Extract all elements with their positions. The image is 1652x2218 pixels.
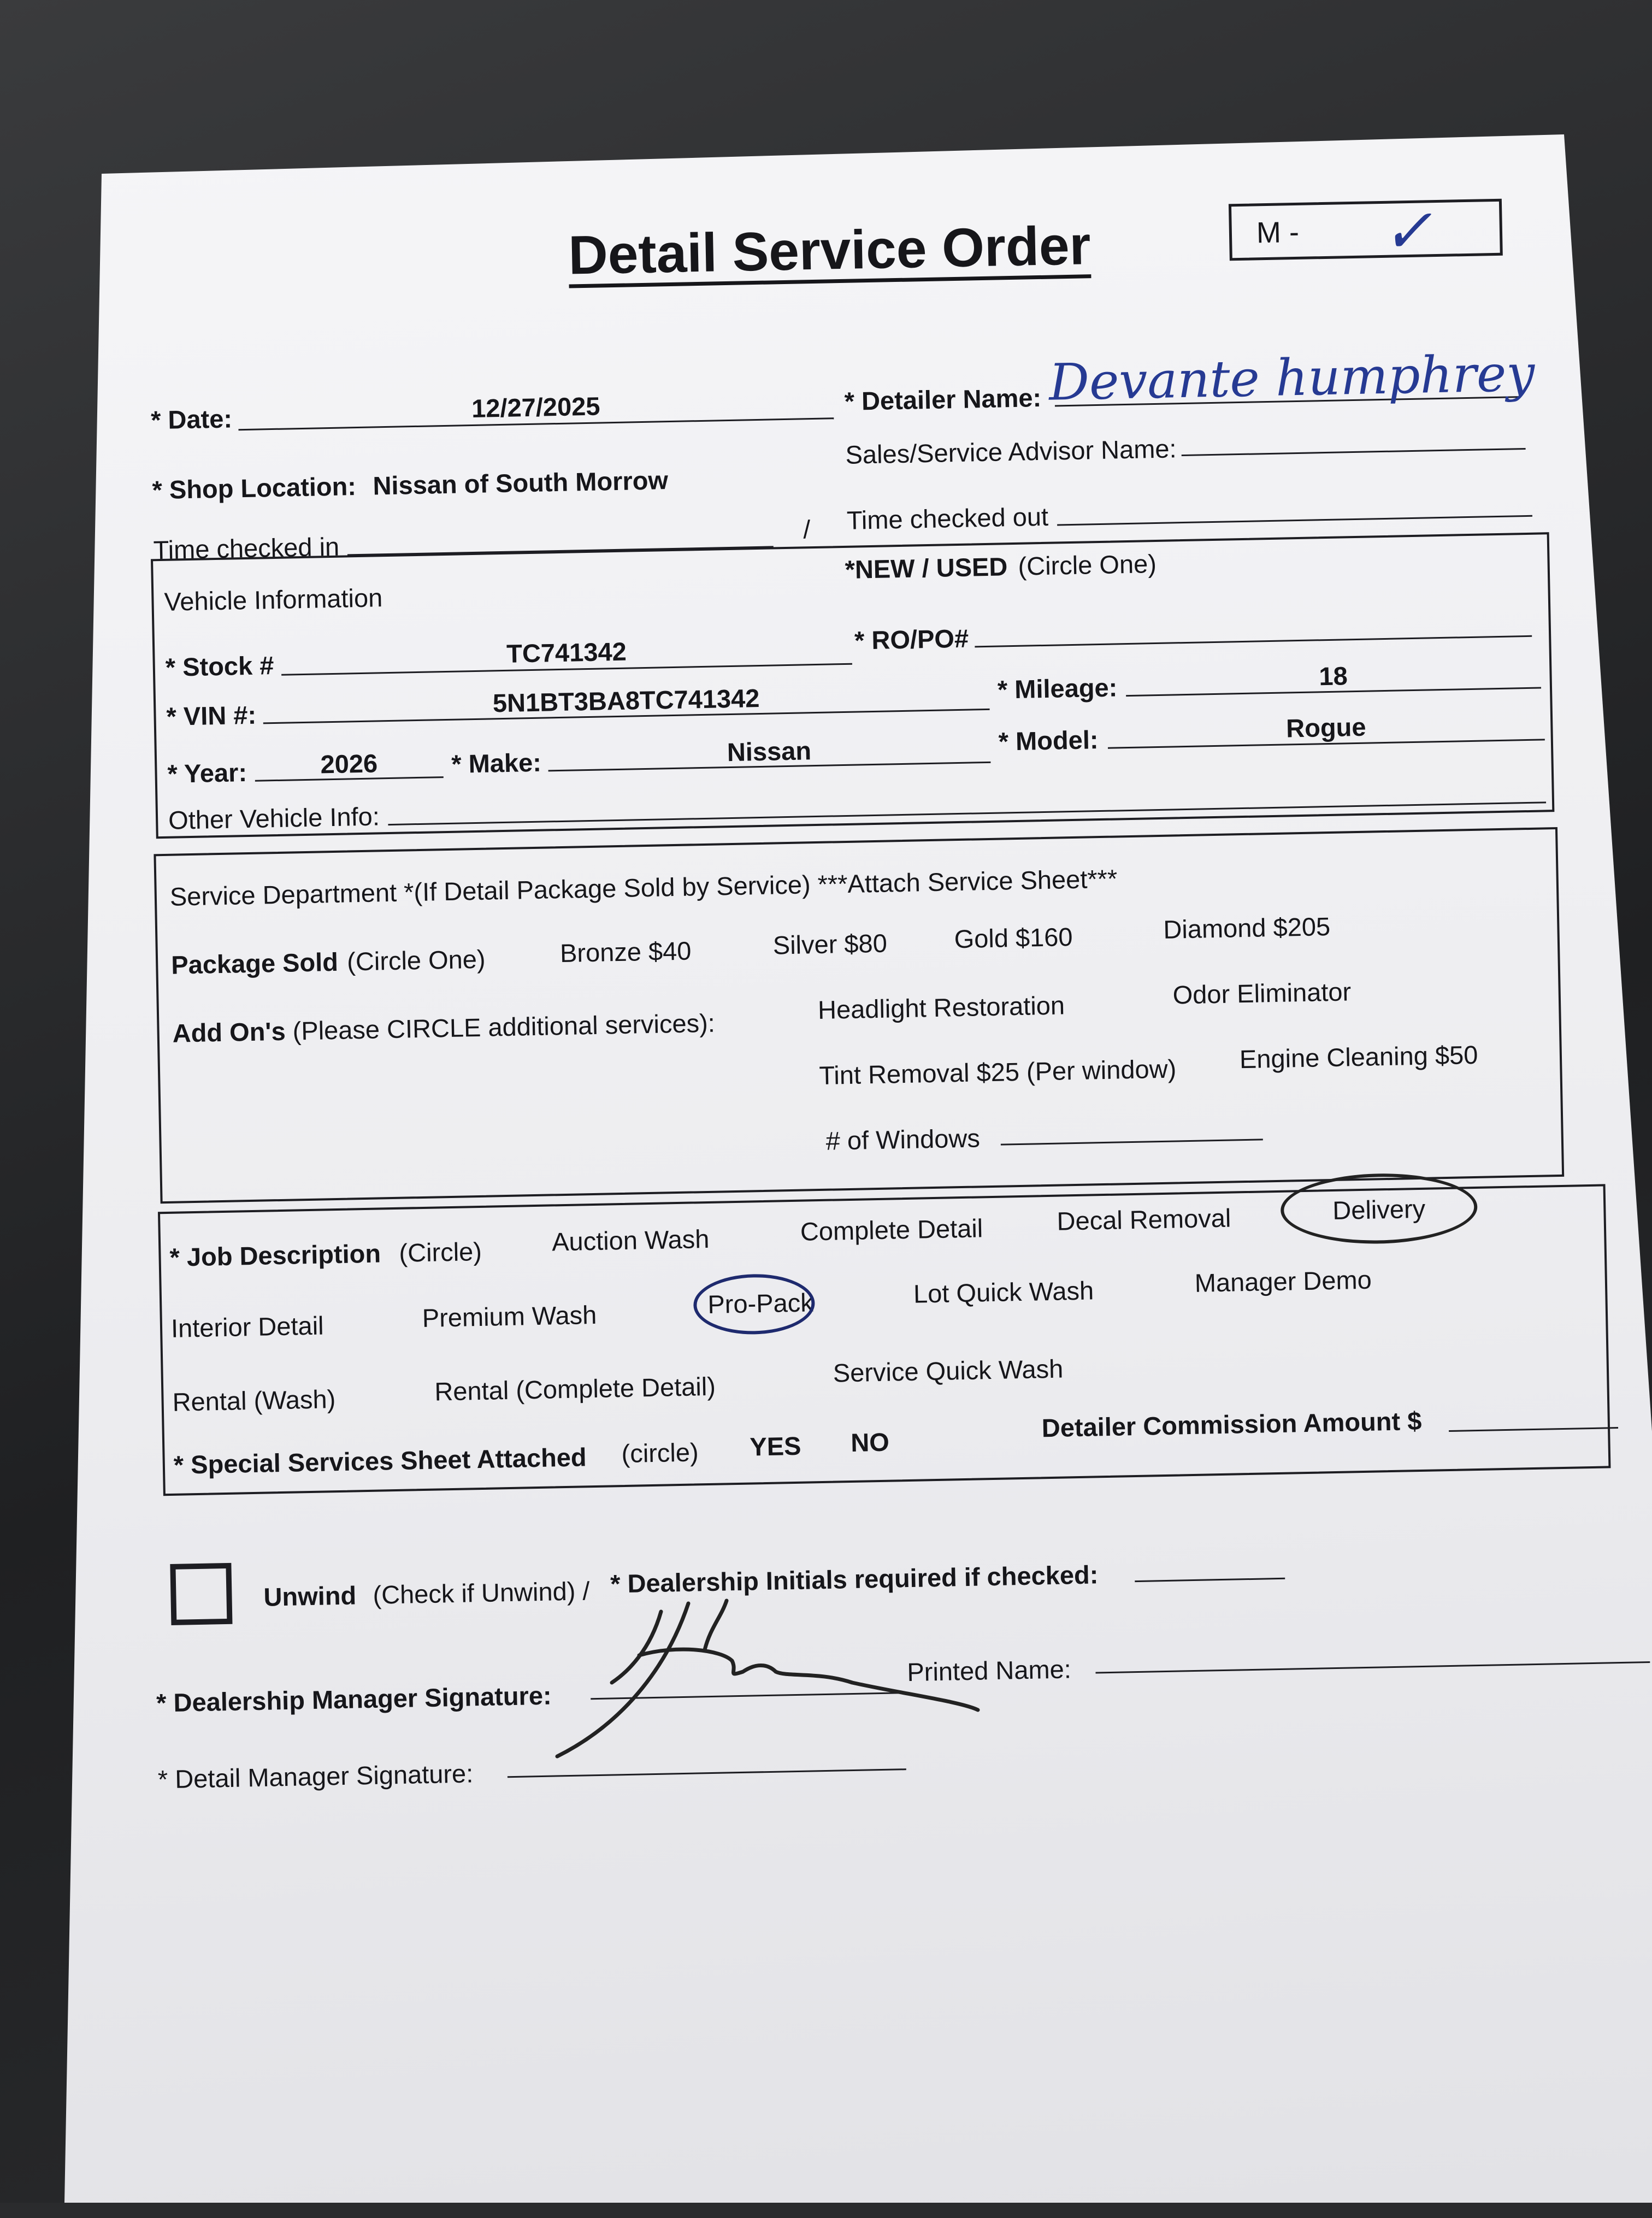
shop-location-value: Nissan of South Morrow (373, 465, 669, 500)
vehicle-info-heading: Vehicle Information (164, 583, 383, 616)
job-service-quick-wash: Service Quick Wash (833, 1354, 1064, 1388)
special-services-no: NO (850, 1427, 890, 1458)
ro-po-label: * RO/PO# (854, 623, 969, 655)
detail-manager-signature-label: * Detail Manager Signature: (157, 1759, 474, 1794)
job-delivery: Delivery (1332, 1194, 1426, 1225)
advisor-name-label: Sales/Service Advisor Name: (845, 434, 1177, 469)
job-auction-wash: Auction Wash (551, 1224, 710, 1257)
stock-label: * Stock # (165, 651, 274, 682)
special-services-label: * Special Services Sheet Attached (173, 1442, 587, 1479)
model-label: * Model: (998, 725, 1099, 756)
vin-label: * VIN #: (166, 700, 257, 731)
detailer-commission-label: Detailer Commission Amount $ (1041, 1406, 1422, 1443)
mileage-label: * Mileage: (997, 673, 1118, 704)
job-rental-complete-detail: Rental (Complete Detail) (434, 1371, 716, 1406)
new-used-label: *NEW / USED (845, 552, 1008, 584)
year-label: * Year: (167, 758, 247, 788)
year-value: 2026 (320, 748, 378, 779)
package-bronze: Bronze $40 (559, 936, 692, 968)
detailer-name-value: Devante humphrey (1048, 344, 1536, 412)
time-checked-in-label: Time checked in (153, 532, 340, 565)
package-silver: Silver $80 (772, 928, 888, 960)
date-value: 12/27/2025 (471, 391, 600, 423)
m-box-label: M - (1256, 215, 1300, 250)
m-box-check-mark: ✓ (1381, 196, 1433, 267)
job-interior-detail: Interior Detail (170, 1311, 324, 1343)
package-diamond: Diamond $205 (1163, 911, 1331, 944)
addon-tint-removal: Tint Removal $25 (Per window) (818, 1054, 1177, 1090)
make-label: * Make: (451, 747, 542, 778)
vin-value: 5N1BT3BA8TC741342 (492, 683, 760, 718)
make-value: Nissan (727, 736, 812, 767)
job-rental-wash: Rental (Wash) (172, 1384, 336, 1417)
printed-name-label: Printed Name: (906, 1654, 1072, 1687)
job-manager-demo: Manager Demo (1194, 1265, 1372, 1297)
package-sold-label: Package Sold (170, 947, 339, 980)
job-description-label: * Job Description (169, 1238, 381, 1272)
dealership-manager-signature-label: * Dealership Manager Signature: (156, 1680, 552, 1718)
unwind-hint: (Check if Unwind) / (372, 1576, 590, 1609)
job-description-hint: (Circle) (398, 1236, 482, 1267)
job-decal-removal: Decal Removal (1057, 1203, 1231, 1236)
stock-value: TC741342 (506, 636, 627, 668)
addon-odor-eliminator: Odor Eliminator (1172, 977, 1352, 1010)
package-gold: Gold $160 (954, 922, 1073, 954)
package-sold-hint: (Circle One) (346, 944, 486, 976)
mileage-value: 18 (1318, 661, 1348, 691)
unwind-label: Unwind (263, 1580, 357, 1612)
shop-location-label: * Shop Location: (152, 471, 357, 505)
add-ons-hint: (Please CIRCLE additional services): (292, 1008, 716, 1046)
job-pro-pack: Pro-Pack (707, 1288, 814, 1319)
form-title: Detail Service Order (568, 217, 1092, 288)
addon-engine-cleaning: Engine Cleaning $50 (1239, 1040, 1478, 1074)
other-vehicle-info-label: Other Vehicle Info: (168, 801, 380, 835)
dealership-initials-label: * Dealership Initials required if checked: (610, 1560, 1099, 1598)
job-complete-detail: Complete Detail (800, 1213, 983, 1246)
job-lot-quick-wash: Lot Quick Wash (913, 1276, 1094, 1308)
special-services-yes: YES (749, 1431, 801, 1461)
time-separator: / (803, 515, 811, 544)
model-value: Rogue (1285, 712, 1366, 743)
service-department-heading: Service Department *(If Detail Package Sold by Service) ***Attach Service Sheet*** (169, 864, 1118, 911)
windows-count-label: # of Windows (825, 1123, 981, 1155)
add-ons-label: Add On's (172, 1016, 286, 1048)
new-used-hint: (Circle One) (1018, 548, 1157, 581)
date-label: * Date: (150, 404, 233, 435)
special-services-hint: (circle) (621, 1437, 699, 1468)
detailer-name-label: * Detailer Name: (844, 382, 1042, 416)
job-premium-wash: Premium Wash (422, 1300, 597, 1333)
addon-headlight-restoration: Headlight Restoration (817, 990, 1065, 1025)
time-checked-out-label: Time checked out (846, 502, 1049, 535)
